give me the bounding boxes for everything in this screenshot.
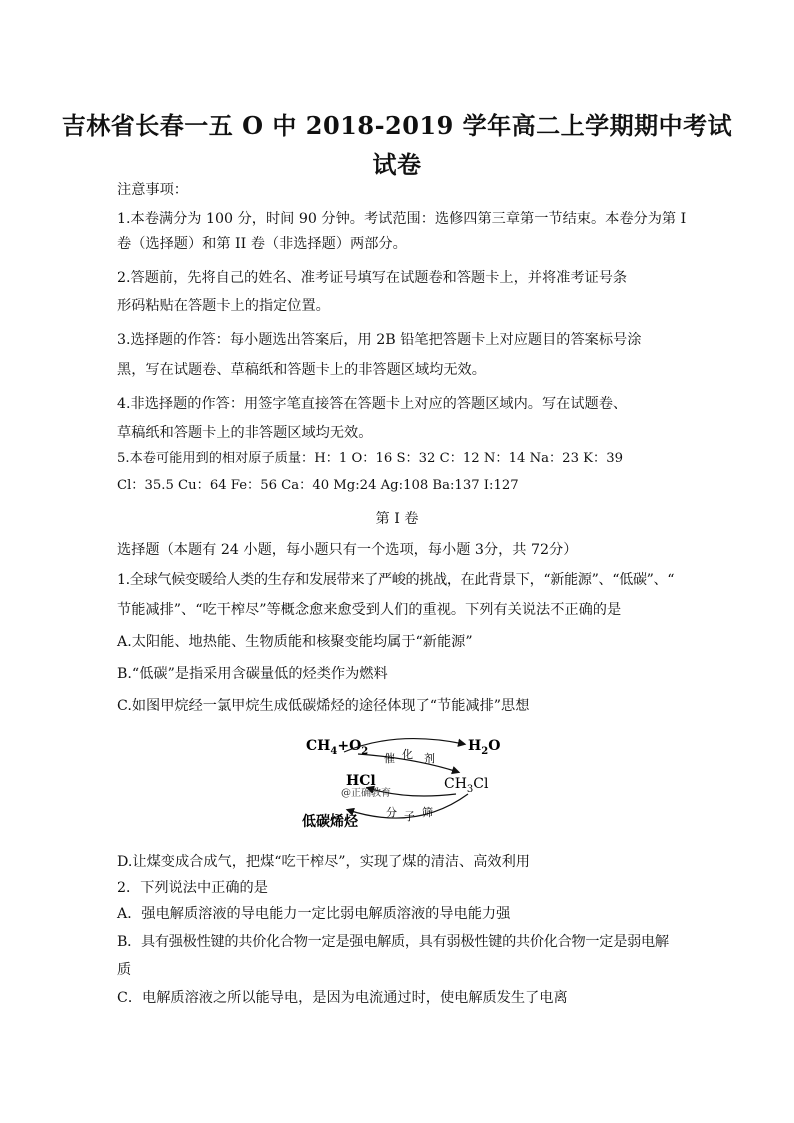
reactant-ch: CH [306,738,331,754]
section-title: 第 I 卷 [375,511,419,527]
notes-line-3: 2.答题前，先将自己的姓名、准考证号填写在试题卷和答题卡上，并将准考证号条 [117,270,628,286]
notes-line-9: 5.本卷可能用到的相对原子质量：H：1 O：16 S：32 C：12 N：14 Na：23 K：39 [117,451,623,466]
intermediate-chloromethane [444,776,489,795]
q2-option-b-line1: B．具有强极性键的共价化合物一定是强电解质，具有弱极性键的共价化合物一定是弱电解 [117,934,669,950]
q1-option-c: C.如图甲烷经一氯甲烷生成低碳烯烃的途径体现了“节能减排”思想 [117,698,530,714]
catalyst-char-2: 化 [402,748,413,761]
notes-line-4: 形码粘贴在答题卡上的指定位置。 [117,298,330,314]
sieve-char-2: 子 [404,810,415,823]
exam-title-line2: 试卷 [372,150,422,179]
q1-stem-line2: 节能减排”、“吃干榨尽”等概念愈来愈受到人们的重视。下列有关说法不正确的是 [117,602,622,618]
product-water [468,738,500,757]
q1-option-a: A.太阳能、地热能、生物质能和核聚变能均属于“新能源” [117,634,473,650]
q1-option-d: D.让煤变成合成气，把煤“吃干榨尽”，实现了煤的清洁、高效利用 [117,854,530,870]
catalyst-char-1: 催 [384,752,395,765]
water-o: O [488,738,501,754]
q2-stem: 2．下列说法中正确的是 [117,880,268,896]
notes-line-7: 4.非选择题的作答：用签字笔直接答在答题卡上对应的答题区域内。写在试题卷、 [117,396,628,412]
exam-title-line1: 吉林省长春一五 O 中 2018-2019 学年高二上学期期中考试 [61,111,733,140]
byproduct-hcl: HCl [346,773,376,789]
sieve-char-1: 分 [386,806,397,819]
q2-option-b-line2: 质 [117,962,132,978]
q2-option-c: C．电解质溶液之所以能导电，是因为电流通过时，使电解质发生了电离 [117,990,568,1006]
catalyst-char-3: 剂 [424,752,435,765]
water-sub-2: 2 [481,746,489,757]
methane-conversion-diagram [296,730,506,834]
svg-text:CH3Cl [444,776,489,795]
q1-stem-line1: 1.全球气候变暖给人类的生存和发展带来了严峻的挑战，在此背景下，“新能源”、“低碳”、“ [117,572,675,588]
notes-heading: 注意事项： [117,182,188,198]
notes-line-10: Cl：35.5 Cu：64 Fe：56 Ca：40 Mg:24 Ag:108 Ba:137 I:127 [117,478,519,493]
chloromethane-cl: Cl [473,776,489,792]
svg-text:H2O [468,738,500,757]
notes-line-2: 卷（选择题）和第 II 卷（非选择题）两部分。 [117,236,407,252]
q2-option-a: A．强电解质溶液的导电能力一定比弱电解质溶液的导电能力强 [117,906,511,922]
chloromethane-sub-3: 3 [466,784,474,795]
notes-line-6: 黑，写在试题卷、草稿纸和答题卡上的非答题区域均无效。 [117,362,486,378]
notes-line-8: 草稿纸和答题卡上的非答题区域均无效。 [117,425,373,441]
final-product-olefin: 低碳烯烃 [302,814,358,830]
q1-option-b: B.“低碳”是指采用含碳量低的烃类作为燃料 [117,666,388,682]
reactant-sub-4: 4 [330,746,338,757]
water-h: H [468,738,482,754]
chloromethane-ch: CH [444,776,467,792]
reactant-sub-2: 2 [361,746,369,757]
section-instruction: 选择题（本题有 24 小题，每小题只有一个选项，每小题 3分，共 72分） [117,542,578,558]
sieve-char-3: 筛 [422,806,433,819]
reactant-plus-o: +O [337,738,362,754]
notes-line-1: 1.本卷满分为 100 分，时间 90 分钟。考试范围：选修四第三章第一节结束。本卷分为第 I [117,211,687,227]
notes-line-5: 3.选择题的作答：每小题选出答案后，用 2B 铅笔把答题卡上对应题目的答案标号涂 [117,332,642,348]
watermark-text: @正确教育 [341,788,391,799]
